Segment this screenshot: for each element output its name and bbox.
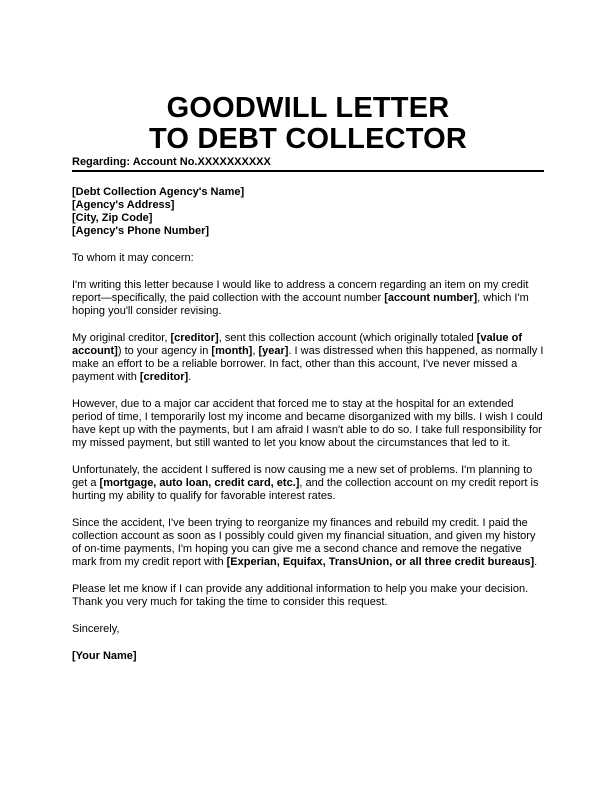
agency-city-zip: [City, Zip Code] <box>72 212 153 224</box>
p2-placeholder-value: [value of account] <box>72 332 522 357</box>
p2-text-f: . I was distressed when this happened, as normally I make an effort to be a reliable borrower. In fact, other than this account, I've never missed a payment with <box>72 345 544 383</box>
paragraph-1 <box>72 279 544 318</box>
greeting: To whom it may concern: <box>72 252 194 264</box>
agency-address: [Agency's Address] <box>72 199 175 211</box>
p4-text-c: , and the collection account on my credit report is hurting my ability to qualify for favorable interest rates. <box>72 477 539 502</box>
signature-name: [Your Name] <box>72 650 137 662</box>
p5-placeholder-bureaus: [Experian, Equifax, TransUnion, or all three credit bureaus] <box>226 556 535 568</box>
p2-placeholder-year: [year] <box>258 345 289 357</box>
recipient-address-block <box>72 186 544 238</box>
agency-phone: [Agency's Phone Number] <box>72 225 210 237</box>
paragraph-4 <box>72 464 544 503</box>
signoff: Sincerely, <box>72 623 120 635</box>
p1-text-a: I'm writing this letter because I would like to address a concern regarding an item on my credit report—specifically, the paid collection with the account number <box>72 279 529 304</box>
agency-name: [Debt Collection Agency's Name] <box>72 186 245 198</box>
p2-placeholder-creditor: [creditor] <box>170 332 219 344</box>
p5-text-c: . <box>534 556 538 568</box>
p2-text-c: , sent this collection account (which originally totaled <box>218 332 477 344</box>
paragraph-3: However, due to a major car accident that forced me to stay at the hospital for an extended period of time, I temporarily lost my income and became disorganized with my bills. I wish I could have kept up with the payments, but I am afraid I wasn't able to do so. I take full responsibility for my missed payment, but still wanted to let you know about the circumstances that led to it. <box>72 398 543 449</box>
paragraph-6: Please let me know if I can provide any additional information to help you make your decision. Thank you very much for taking the time to consider this request. <box>72 583 529 608</box>
p2-placeholder-creditor-2: [creditor] <box>139 371 189 383</box>
p2-placeholder-month: [month] <box>211 345 253 357</box>
p2-text-e: , <box>252 345 259 357</box>
p1-text-c: , which I'm hoping you'll consider revising. <box>72 292 529 317</box>
p4-placeholder-loan-type: [mortgage, auto loan, credit card, etc.] <box>99 477 300 489</box>
paragraph-5 <box>72 517 544 569</box>
document-title <box>72 93 544 155</box>
p4-text-a: Unfortunately, the accident I suffered is now causing me a new set of problems. I'm planning to get a <box>72 464 533 489</box>
title-line-2: TO DEBT COLLECTOR <box>148 123 468 155</box>
p5-text-a: Since the accident, I've been trying to reorganize my finances and rebuild my credit. I paid the collection account as soon as I possibly could given my financial situation, and given my history of on-time payments, I'm hoping you can give me a second chance and remove the negative mark from my credit report with <box>72 517 536 568</box>
p2-text-d: ) to your agency in <box>117 345 212 357</box>
title-line-1: GOODWILL LETTER <box>166 92 450 124</box>
p2-text-a: My original creditor, <box>72 332 171 344</box>
p2-text-g: . <box>188 371 192 383</box>
regarding-line: Regarding: Account No.XXXXXXXXXX <box>72 155 544 172</box>
p1-placeholder-account-number: [account number] <box>384 292 478 304</box>
paragraph-2 <box>72 332 544 384</box>
